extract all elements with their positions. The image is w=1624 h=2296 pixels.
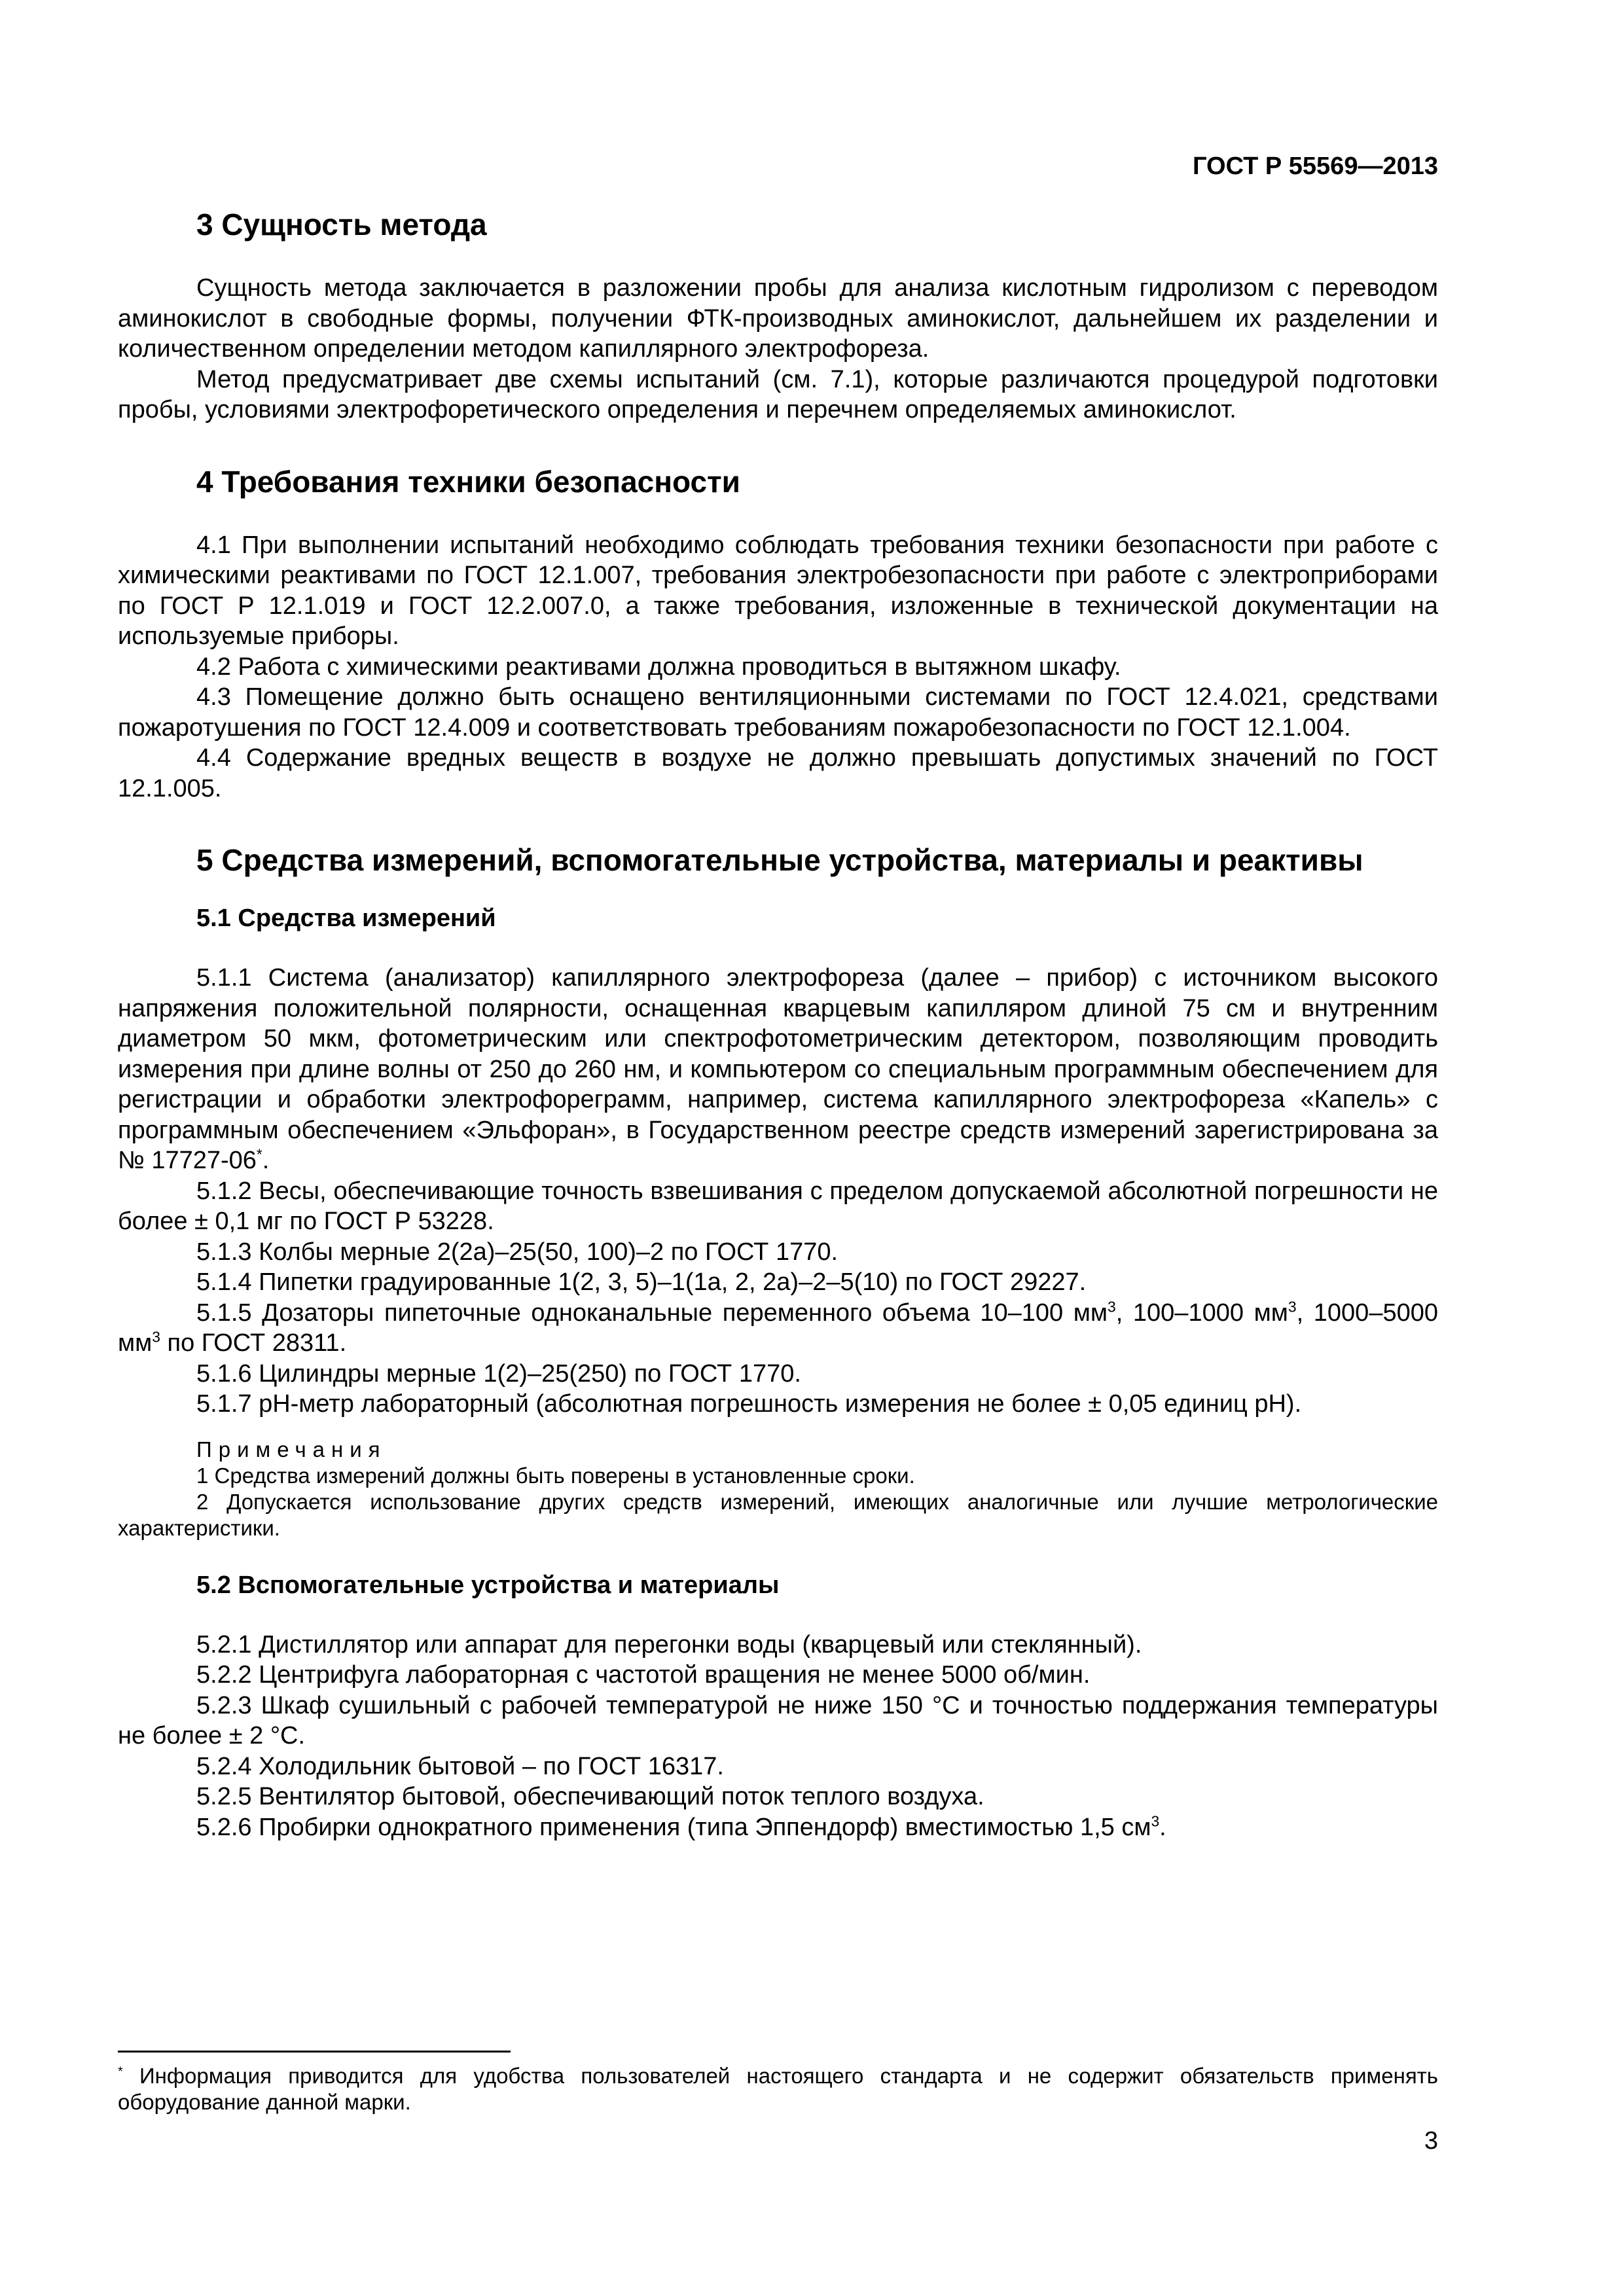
paragraph-5-1-3: 5.1.3 Колбы мерные 2(2а)–25(50, 100)–2 по ГОСТ 1770. [196, 1238, 839, 1266]
paragraph-5-1-6: 5.1.6 Цилиндры мерные 1(2)–25(250) по ГОСТ 1770. [196, 1359, 801, 1388]
paragraph-5-2-6: 5.2.6 Пробирки однократного применения (типа Эппендорф) вместимостью 1,5 $см^3$. [196, 1812, 1166, 1841]
subsection-5-2-title: 5.2 Вспомогательные устройства и материалы [196, 1571, 780, 1599]
footnote-divider [118, 2051, 511, 2053]
subsection-5-1-title: 5.1 Средства измерений [196, 905, 496, 933]
page-content [118, 206, 1438, 1842]
notes-title: Примечания [196, 1437, 387, 1462]
paragraph-5-1-7: 5.1.7 рН-метр лабораторный (абсолютная погрешность измерения не более ± 0,05 единиц рН). [196, 1390, 1302, 1418]
paragraph-5-2-1: 5.2.1 Дистиллятор или аппарат для перегонки воды (кварцевый или стеклянный). [196, 1630, 1142, 1659]
section-4-paragraph-1: 4.1 При выполнении испытаний необходимо соблюдать требования техники безопасности при работе с химическими реактивами по ГОСТ 12.1.007, требования электробезопасности при работе с электроприборами по ГОСТ Р 12.1.019 и ГОСТ 12.2.007.0, а также требования, изложенные в технической документации на используемые приборы. [118, 531, 1438, 651]
paragraph-5-2-2: 5.2.2 Центрифуга лабораторная с частотой вращения не менее 5000 об/мин. [196, 1661, 1091, 1689]
section-4-title: 4 Требования техники безопасности [196, 464, 740, 499]
section-3-title: 3 Сущность метода [196, 207, 487, 242]
paragraph-5-1-1: 5.1.1 Система (анализатор) капиллярного электрофореза (далее – прибор) с источником высокого напряжения положительной полярности, оснащенная кварцевым капилляром длиной 75 см и внутренним диаметром 50 мкм, фотометрическим или спектрофотометрическим детектором, позволяющим проводить измерения при длине волны от 250 до 260 нм, и компьютером со специальным программным обеспечением для регистрации и обработки электрофореграмм, например, система капиллярного электрофореза «Капель» с программным обеспечением «Эльфоран», в Государственном реестре средств измерений зарегистрирована за № 17727-06*. [118, 964, 1438, 1175]
paragraph-5-2-3: 5.2.3 Шкаф сушильный с рабочей температурой не ниже 150 °С и точностью поддержания температуры не более ± 2 °С. [118, 1691, 1438, 1750]
paragraph-5-2-5: 5.2.5 Вентилятор бытовой, обеспечивающий поток теплого воздуха. [196, 1783, 984, 1811]
page-number: 3 [1424, 2127, 1438, 2155]
footnote-mark: * [256, 1145, 262, 1163]
paragraph-5-1-5: 5.1.5 Дозаторы пипеточные одноканальные переменного объема 10–100 $мм^3$, 100–1000 $мм^3$, 1000–5000 $мм^3$ по ГОСТ 28311. [118, 1298, 1438, 1357]
note-1: 1 Средства измерений должны быть поверены в установленные сроки. [196, 1463, 915, 1488]
section-3-paragraph-1: Сущность метода заключается в разложении пробы для анализа кислотным гидролизом с переводом аминокислот в свободные формы, получении ФТК-производных аминокислот, дальнейшем их разделении и количественном определении методом капиллярного электрофореза. [118, 274, 1438, 363]
section-4-paragraph-4: 4.4 Содержание вредных веществ в воздухе не должно превышать допустимых значений по ГОСТ 12.1.005. [118, 744, 1438, 802]
paragraph-5-1-4: 5.1.4 Пипетки градуированные 1(2, 3, 5)–1(1а, 2, 2а)–2–5(10) по ГОСТ 29227. [196, 1268, 1087, 1297]
paragraph-5-1-2: 5.1.2 Весы, обеспечивающие точность взвешивания с пределом допускаемой абсолютной погрешности не более ± 0,1 мг по ГОСТ Р 53228. [118, 1177, 1438, 1236]
section-5-title: 5 Средства измерений, вспомогательные устройства, материалы и реактивы [196, 843, 1363, 878]
document-header: ГОСТ Р 55569—2013 [1193, 152, 1438, 180]
footnote: * Информация приводится для удобства пользователей настоящего стандарта и не содержит обязательств применять оборудование данной марки. [118, 2064, 1438, 2114]
note-2: 2 Допускается использование других средств измерений, имеющих аналогичные или лучшие метрологические характеристики. [118, 1489, 1438, 1540]
section-4-paragraph-3: 4.3 Помещение должно быть оснащено вентиляционными системами по ГОСТ 12.4.021, средствами пожаротушения по ГОСТ 12.4.009 и соответствовать требованиям пожаробезопасности по ГОСТ 12.1.004. [118, 683, 1438, 742]
section-4-paragraph-2: 4.2 Работа с химическими реактивами должна проводиться в вытяжном шкафу. [196, 653, 1121, 681]
paragraph-5-2-4: 5.2.4 Холодильник бытовой – по ГОСТ 16317. [196, 1752, 724, 1780]
section-3-paragraph-2: Метод предусматривает две схемы испытаний (см. 7.1), которые различаются процедурой подготовки пробы, условиями электрофоретического определения и перечнем определяемых аминокислот. [118, 365, 1438, 424]
